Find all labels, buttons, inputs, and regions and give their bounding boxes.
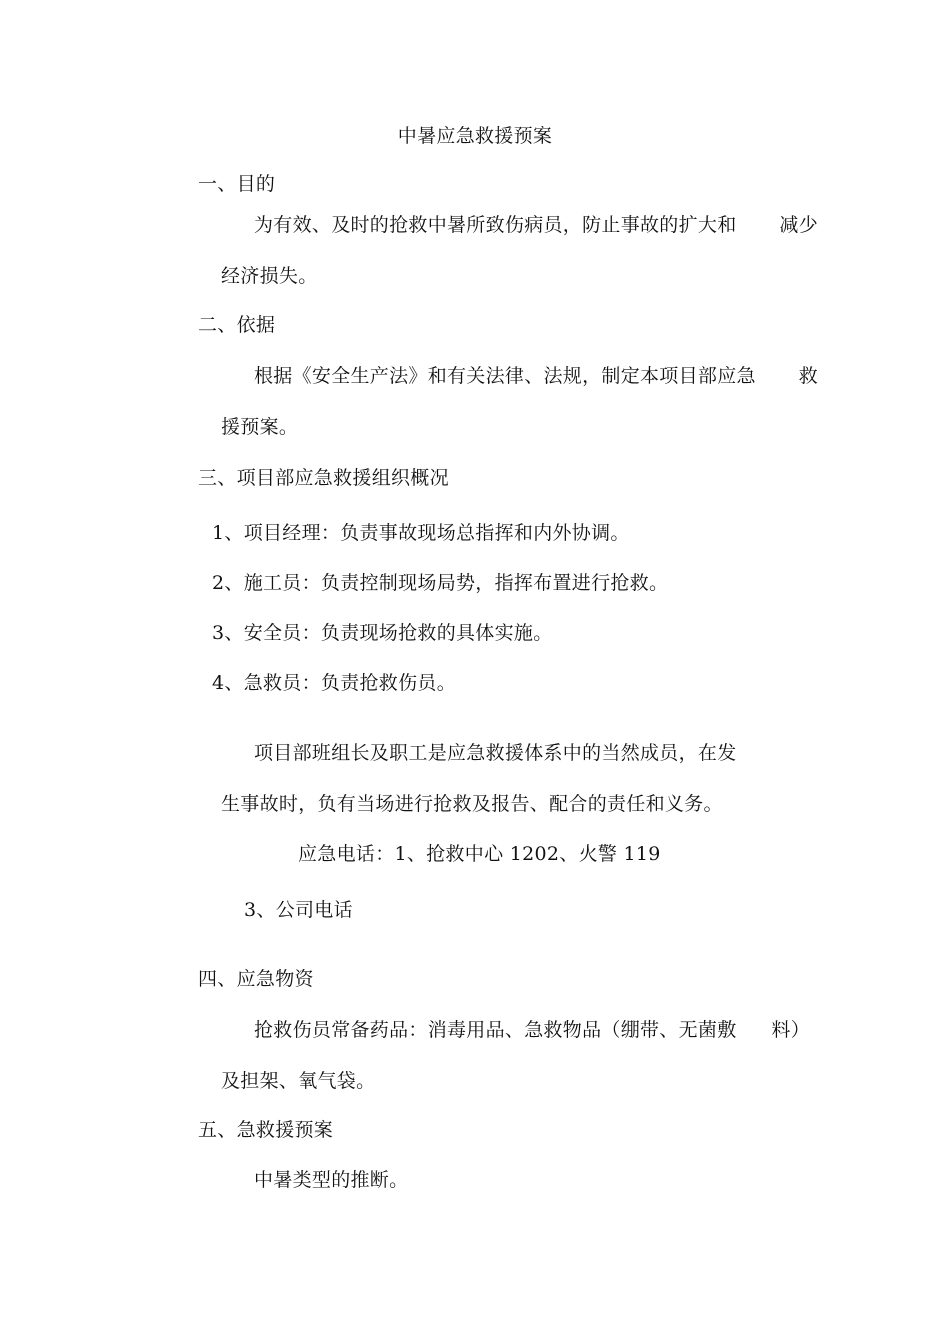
document-title: 中暑应急救援预案 bbox=[397, 125, 553, 147]
section-heading-supplies: 四、应急物资 bbox=[198, 968, 314, 990]
purpose-paragraph-line-2: 经济损失。 bbox=[221, 265, 318, 287]
supplies-line-1-text: 抢救伤员常备药品：消毒用品、急救物品（绷带、无菌敷 bbox=[254, 1019, 737, 1041]
role-item-project-manager: 1、项目经理：负责事故现场总指挥和内外协调。 bbox=[212, 522, 630, 544]
rescue-plan-paragraph-line-1: 中暑类型的推断。 bbox=[254, 1169, 409, 1191]
section-heading-organization: 三、项目部应急救援组织概况 bbox=[198, 467, 449, 489]
basis-paragraph-line-1 bbox=[254, 364, 818, 388]
role-item-safety-officer: 3、安全员：负责现场抢救的具体实施。 bbox=[212, 622, 553, 644]
supplies-paragraph-line-2: 及担架、氧气袋。 bbox=[221, 1070, 376, 1092]
emergency-phone-line-1: 应急电话：1、抢救中心 1202、火警 119 bbox=[298, 843, 661, 865]
organization-note-line-1: 项目部班组长及职工是应急救援体系中的当然成员，在发 bbox=[254, 742, 737, 764]
section-heading-rescue-plan: 五、急救援预案 bbox=[198, 1119, 334, 1141]
section-heading-basis: 二、依据 bbox=[198, 314, 276, 336]
basis-line-1-end: 救 bbox=[798, 365, 818, 387]
supplies-paragraph-line-1 bbox=[254, 1018, 810, 1042]
purpose-line-1-text: 为有效、及时的抢救中暑所致伤病员，防止事故的扩大和 bbox=[254, 214, 737, 236]
emergency-phone-line-2: 3、公司电话 bbox=[244, 899, 353, 921]
basis-paragraph-line-2: 援预案。 bbox=[221, 416, 299, 438]
section-heading-purpose: 一、目的 bbox=[198, 173, 276, 195]
role-item-first-aider: 4、急救员：负责抢救伤员。 bbox=[212, 672, 456, 694]
supplies-line-1-end: 料） bbox=[771, 1019, 810, 1041]
basis-line-1-text: 根据《安全生产法》和有关法律、法规，制定本项目部应急 bbox=[254, 365, 756, 387]
role-item-construction-worker: 2、施工员：负责控制现场局势，指挥布置进行抢救。 bbox=[212, 572, 669, 594]
organization-note-line-2: 生事故时，负有当场进行抢救及报告、配合的责任和义务。 bbox=[221, 793, 723, 815]
purpose-paragraph-line-1 bbox=[254, 213, 818, 237]
purpose-line-1-end: 减少 bbox=[779, 214, 818, 236]
